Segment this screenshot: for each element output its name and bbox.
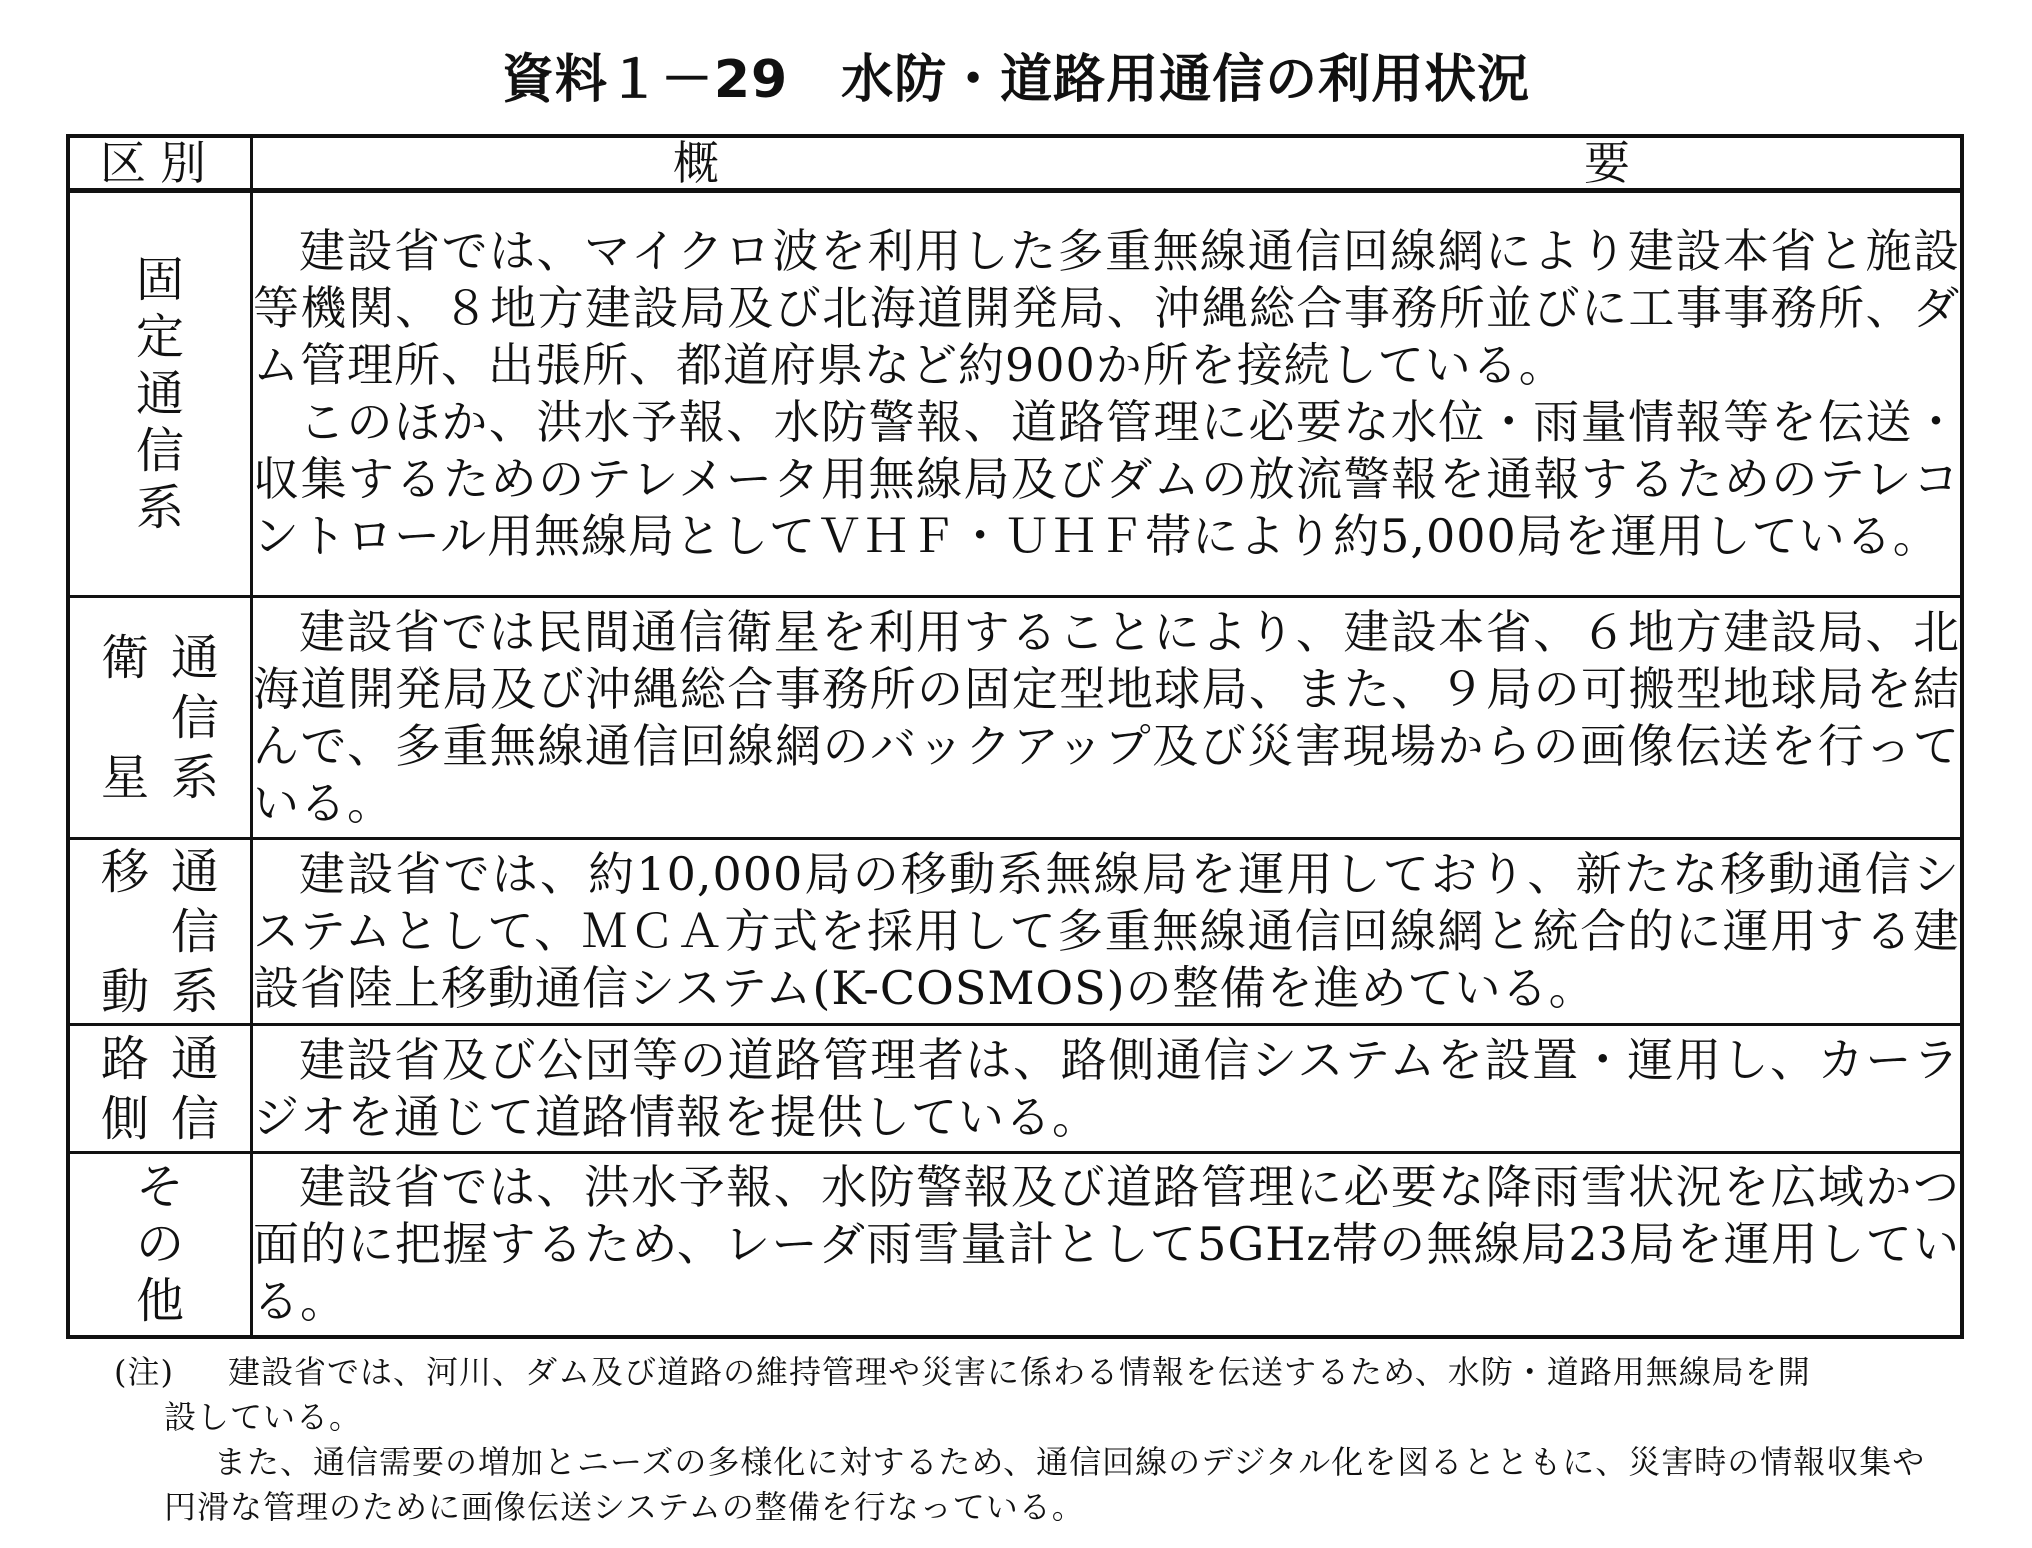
row-summary-fixed <box>252 191 1963 597</box>
footnote-continuation: 設している。 <box>164 1398 363 1436</box>
summary-paragraph: このほか、洪水予報、水防警報、道路管理に必要な水位・雨量情報等を伝送・収集するためのテレメータ用無線局及びダムの放流警報を通報するためのテレコントロール用無線局としてＶＨＦ・ＵＨＦ帯により約5,000局を運用している。 <box>253 395 1960 563</box>
footnote-line <box>114 1350 1934 1395</box>
category-char: 動 <box>100 963 149 1020</box>
row-category-satellite <box>68 597 252 839</box>
header-summary-right: 要 <box>1584 136 1630 190</box>
row-category-fixed <box>68 191 252 597</box>
page-title: 資料１－29 水防・道路用通信の利用状況 <box>501 50 1531 110</box>
table-row <box>68 1153 1962 1337</box>
category-char: 星 <box>100 749 149 806</box>
category-char: 定 <box>135 308 184 365</box>
summary-paragraph: 建設省及び公団等の道路管理者は、路側通信システムを設置・運用し、カーラジオを通じて道路情報を提供している。 <box>253 1032 1960 1144</box>
category-char: 系 <box>170 749 219 806</box>
footnote-text: 建設省では、河川、ダム及び道路の維持管理や災害に係わる情報を伝送するため、水防・道路用無線局を開 <box>228 1353 1811 1391</box>
category-char: 信 <box>170 1090 219 1147</box>
category-char: 固 <box>135 251 184 308</box>
row-category-roadside <box>68 1025 252 1153</box>
category-char: 信 <box>135 422 184 479</box>
header-summary <box>252 136 1963 191</box>
category-char: 側 <box>100 1090 149 1147</box>
category-char: そ <box>135 1158 184 1215</box>
row-category-other <box>68 1153 252 1337</box>
category-char <box>90 902 160 962</box>
usage-table <box>66 134 1964 1339</box>
table-row <box>68 597 1962 839</box>
table-header-row <box>68 136 1962 191</box>
footnote-label: (注) <box>114 1353 174 1391</box>
summary-paragraph: 建設省では、約10,000局の移動系無線局を運用しており、新たな移動通信システムとして、ＭＣＡ方式を採用して多重無線通信回線網と統合的に運用する建設省陸上移動通信システム(K-COSMOS)の整備を進めている。 <box>253 847 1960 1015</box>
category-char: 路 <box>100 1030 149 1087</box>
summary-paragraph: 建設省では民間通信衛星を利用することにより、建設本省、６地方建設局、北海道開発局及び沖縄総合事務所の固定型地球局、また、９局の可搬型地球局を結んで、多重無線通信回線網のバックアップ及び災害現場からの画像伝送を行っている。 <box>253 604 1960 830</box>
row-summary-roadside <box>252 1025 1963 1153</box>
category-char: 信 <box>170 689 219 746</box>
category-char: 移 <box>100 843 149 900</box>
category-char: 系 <box>170 963 219 1020</box>
category-char: 通 <box>170 1030 219 1087</box>
footnote-paragraph: また、通信需要の増加とニーズの多様化に対するため、通信回線のデジタル化を図るとともに、災害時の情報収集や円滑な管理のために画像伝送システムの整備を行なっている。 <box>164 1443 1926 1526</box>
header-summary-left: 概 <box>673 136 719 190</box>
footnote <box>114 1350 1934 1530</box>
category-char <box>90 688 160 748</box>
category-char: 系 <box>135 479 184 536</box>
category-char: 通 <box>170 629 219 686</box>
category-char: 信 <box>170 903 219 960</box>
row-summary-satellite <box>252 597 1963 839</box>
category-char: 通 <box>170 843 219 900</box>
summary-paragraph: 建設省では、マイクロ波を利用した多重無線通信回線網により建設本省と施設等機関、８地方建設局及び北海道開発局、沖縄総合事務所並びに工事事務所、ダム管理所、出張所、都道府県など約900か所を接続している。 <box>253 224 1960 392</box>
table-row <box>68 1025 1962 1153</box>
category-char: 衛 <box>100 629 149 686</box>
table-row <box>68 839 1962 1025</box>
category-char: の <box>135 1215 184 1272</box>
category-char: 他 <box>135 1272 184 1329</box>
category-char: 通 <box>135 365 184 422</box>
table-row <box>68 191 1962 597</box>
summary-paragraph: 建設省では、洪水予報、水防警報及び道路管理に必要な降雨雪状況を広域かつ面的に把握するため、レーダ雨雪量計として5GHz帯の無線局23局を運用している。 <box>253 1159 1960 1328</box>
row-summary-mobile <box>252 839 1963 1025</box>
row-summary-other <box>252 1153 1963 1337</box>
row-category-mobile <box>68 839 252 1025</box>
header-category: 区別 <box>68 136 252 191</box>
